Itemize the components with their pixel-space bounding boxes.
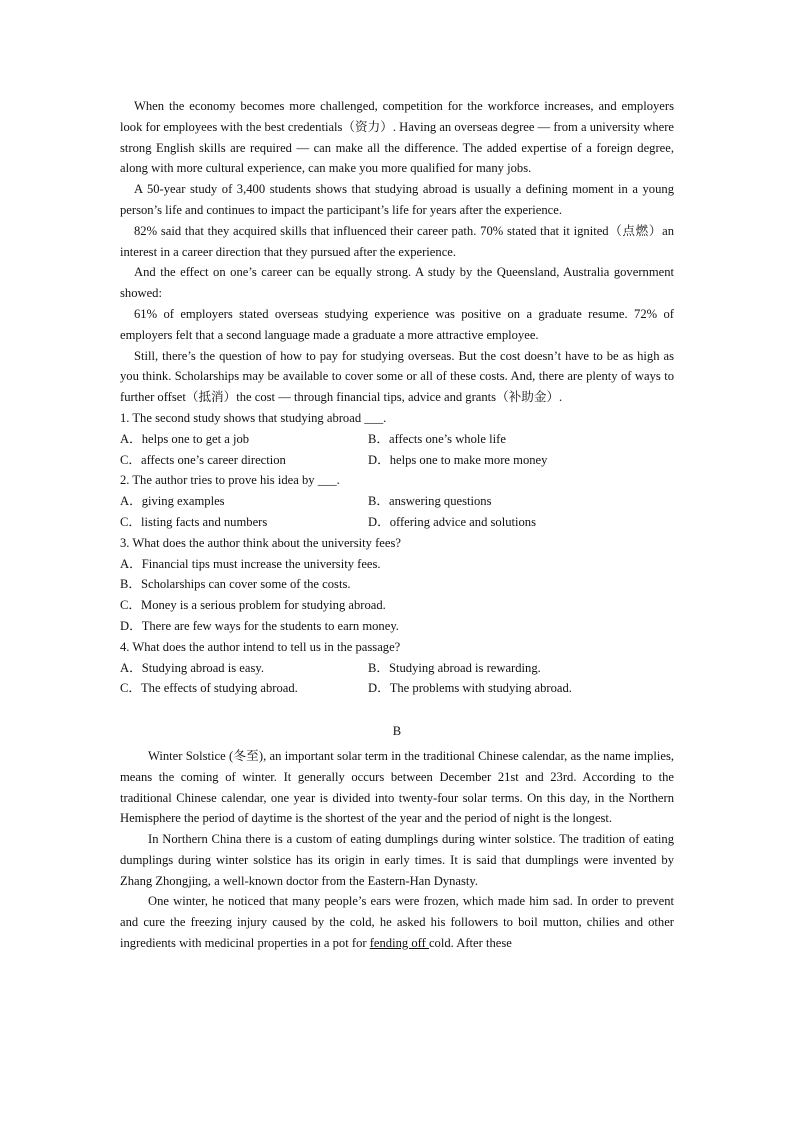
question-4-option-b: B．Studying abroad is rewarding.: [368, 660, 541, 675]
question-2-option-d: D．offering advice and solutions: [368, 514, 536, 529]
passage-a: [120, 96, 674, 408]
question-3-option-a: A．Financial tips must increase the university fees.: [120, 556, 381, 571]
question-2-options-row-2: [120, 512, 674, 533]
question-4-stem: 4. What does the author intend to tell us in the passage?: [120, 639, 401, 654]
passage-b-paragraph-3: [120, 891, 674, 953]
question-1: [120, 408, 674, 470]
question-2: [120, 470, 674, 532]
question-4-option-a: A．Studying abroad is easy.: [120, 660, 264, 675]
question-2-stem: 2. The author tries to prove his idea by ___.: [120, 473, 340, 488]
passage-b-paragraph-2: In Northern China there is a custom of eating dumplings during winter solstice. The tradition of eating dumplings during winter solstice has its origin in early times. It is said that dumplings were invented by Zhang Zhongjing, a well-known doctor from the Eastern-Han Dynasty.: [120, 832, 674, 888]
passage-b: [120, 746, 674, 954]
question-3-option-b: B．Scholarships can cover some of the costs.: [120, 577, 351, 592]
question-4-option-d: D．The problems with studying abroad.: [368, 681, 572, 696]
question-4-option-c: C．The effects of studying abroad.: [120, 681, 298, 696]
question-3-option-c: C．Money is a serious problem for studying abroad.: [120, 598, 386, 613]
question-2-option-a: A．giving examples: [120, 494, 225, 509]
document-page: [120, 96, 674, 954]
passage-b-paragraph-1: Winter Solstice (冬至), an important solar term in the traditional Chinese calendar, as the name implies, means the coming of winter. It generally occurs between December 21st and 23rd. According to the traditional Chinese calendar, one year is divided into twenty-four solar terms. On this day, in the Northern Hemisphere the period of daytime is the shortest of the year and the period of night is the longest.: [120, 748, 674, 826]
passage-a-paragraph-4: And the effect on one’s career can be equally strong. A study by the Queensland, Australia government showed:: [120, 265, 674, 301]
question-4: [120, 637, 674, 699]
passage-a-paragraph-5: 61% of employers stated overseas studying experience was positive on a graduate resume. 72% of employers felt that a second language made a graduate a more attractive employee.: [120, 306, 674, 342]
question-3: [120, 533, 674, 637]
underlined-phrase: fending off: [369, 936, 429, 951]
question-2-option-b: B．answering questions: [368, 494, 492, 509]
section-b-label: B: [392, 724, 402, 739]
question-4-options-row-1: [120, 658, 674, 679]
question-3-stem: 3. What does the author think about the university fees?: [120, 535, 401, 550]
question-1-options-row-1: [120, 429, 674, 450]
question-1-option-a: A．helps one to get a job: [120, 431, 250, 446]
passage-b-paragraph-3-end: cold. After these: [428, 936, 512, 951]
question-1-stem: 1. The second study shows that studying abroad ___.: [120, 410, 387, 425]
passage-b-paragraph-3-start: One winter, he noticed that many people’s ears were frozen, which made him sad. In order to prevent and cure the freezing injury caused by the cold, he asked his followers to boil mutton, chilies and other ingredients with medicinal properties in a pot for: [120, 894, 674, 951]
question-1-option-c: C．affects one’s career direction: [120, 452, 286, 467]
passage-a-paragraph-1: When the economy becomes more challenged, competition for the workforce increases, and employers look for employees with the best credentials（资力）. Having an overseas degree — from a university where strong English skills are required — can make all the difference. The added expertise of a foreign degree, along with more cultural experience, can make you more qualified for many jobs.: [120, 99, 674, 176]
question-1-option-d: D．helps one to make more money: [368, 452, 548, 467]
question-3-option-d: D．There are few ways for the students to earn money.: [120, 618, 399, 633]
passage-a-paragraph-6: Still, there’s the question of how to pay for studying overseas. But the cost doesn’t have to be as high as you think. Scholarships may be available to cover some or all of these costs. And, there are plenty of ways to further offset（抵消）the cost — through financial tips, advice and grants（补助金）.: [120, 348, 674, 405]
passage-a-paragraph-3: 82% said that they acquired skills that influenced their career path. 70% stated that it ignited（点燃）an interest in a career direction that they pursued after the experience.: [120, 223, 674, 259]
question-1-options-row-2: [120, 450, 674, 471]
question-1-option-b: B．affects one’s whole life: [368, 431, 506, 446]
question-2-option-c: C．listing facts and numbers: [120, 514, 268, 529]
question-4-options-row-2: [120, 678, 674, 699]
question-2-options-row-1: [120, 491, 674, 512]
passage-a-paragraph-2: A 50-year study of 3,400 students shows that studying abroad is usually a defining moment in a young person’s life and continues to impact the participant’s life for years after the experience.: [120, 182, 674, 217]
